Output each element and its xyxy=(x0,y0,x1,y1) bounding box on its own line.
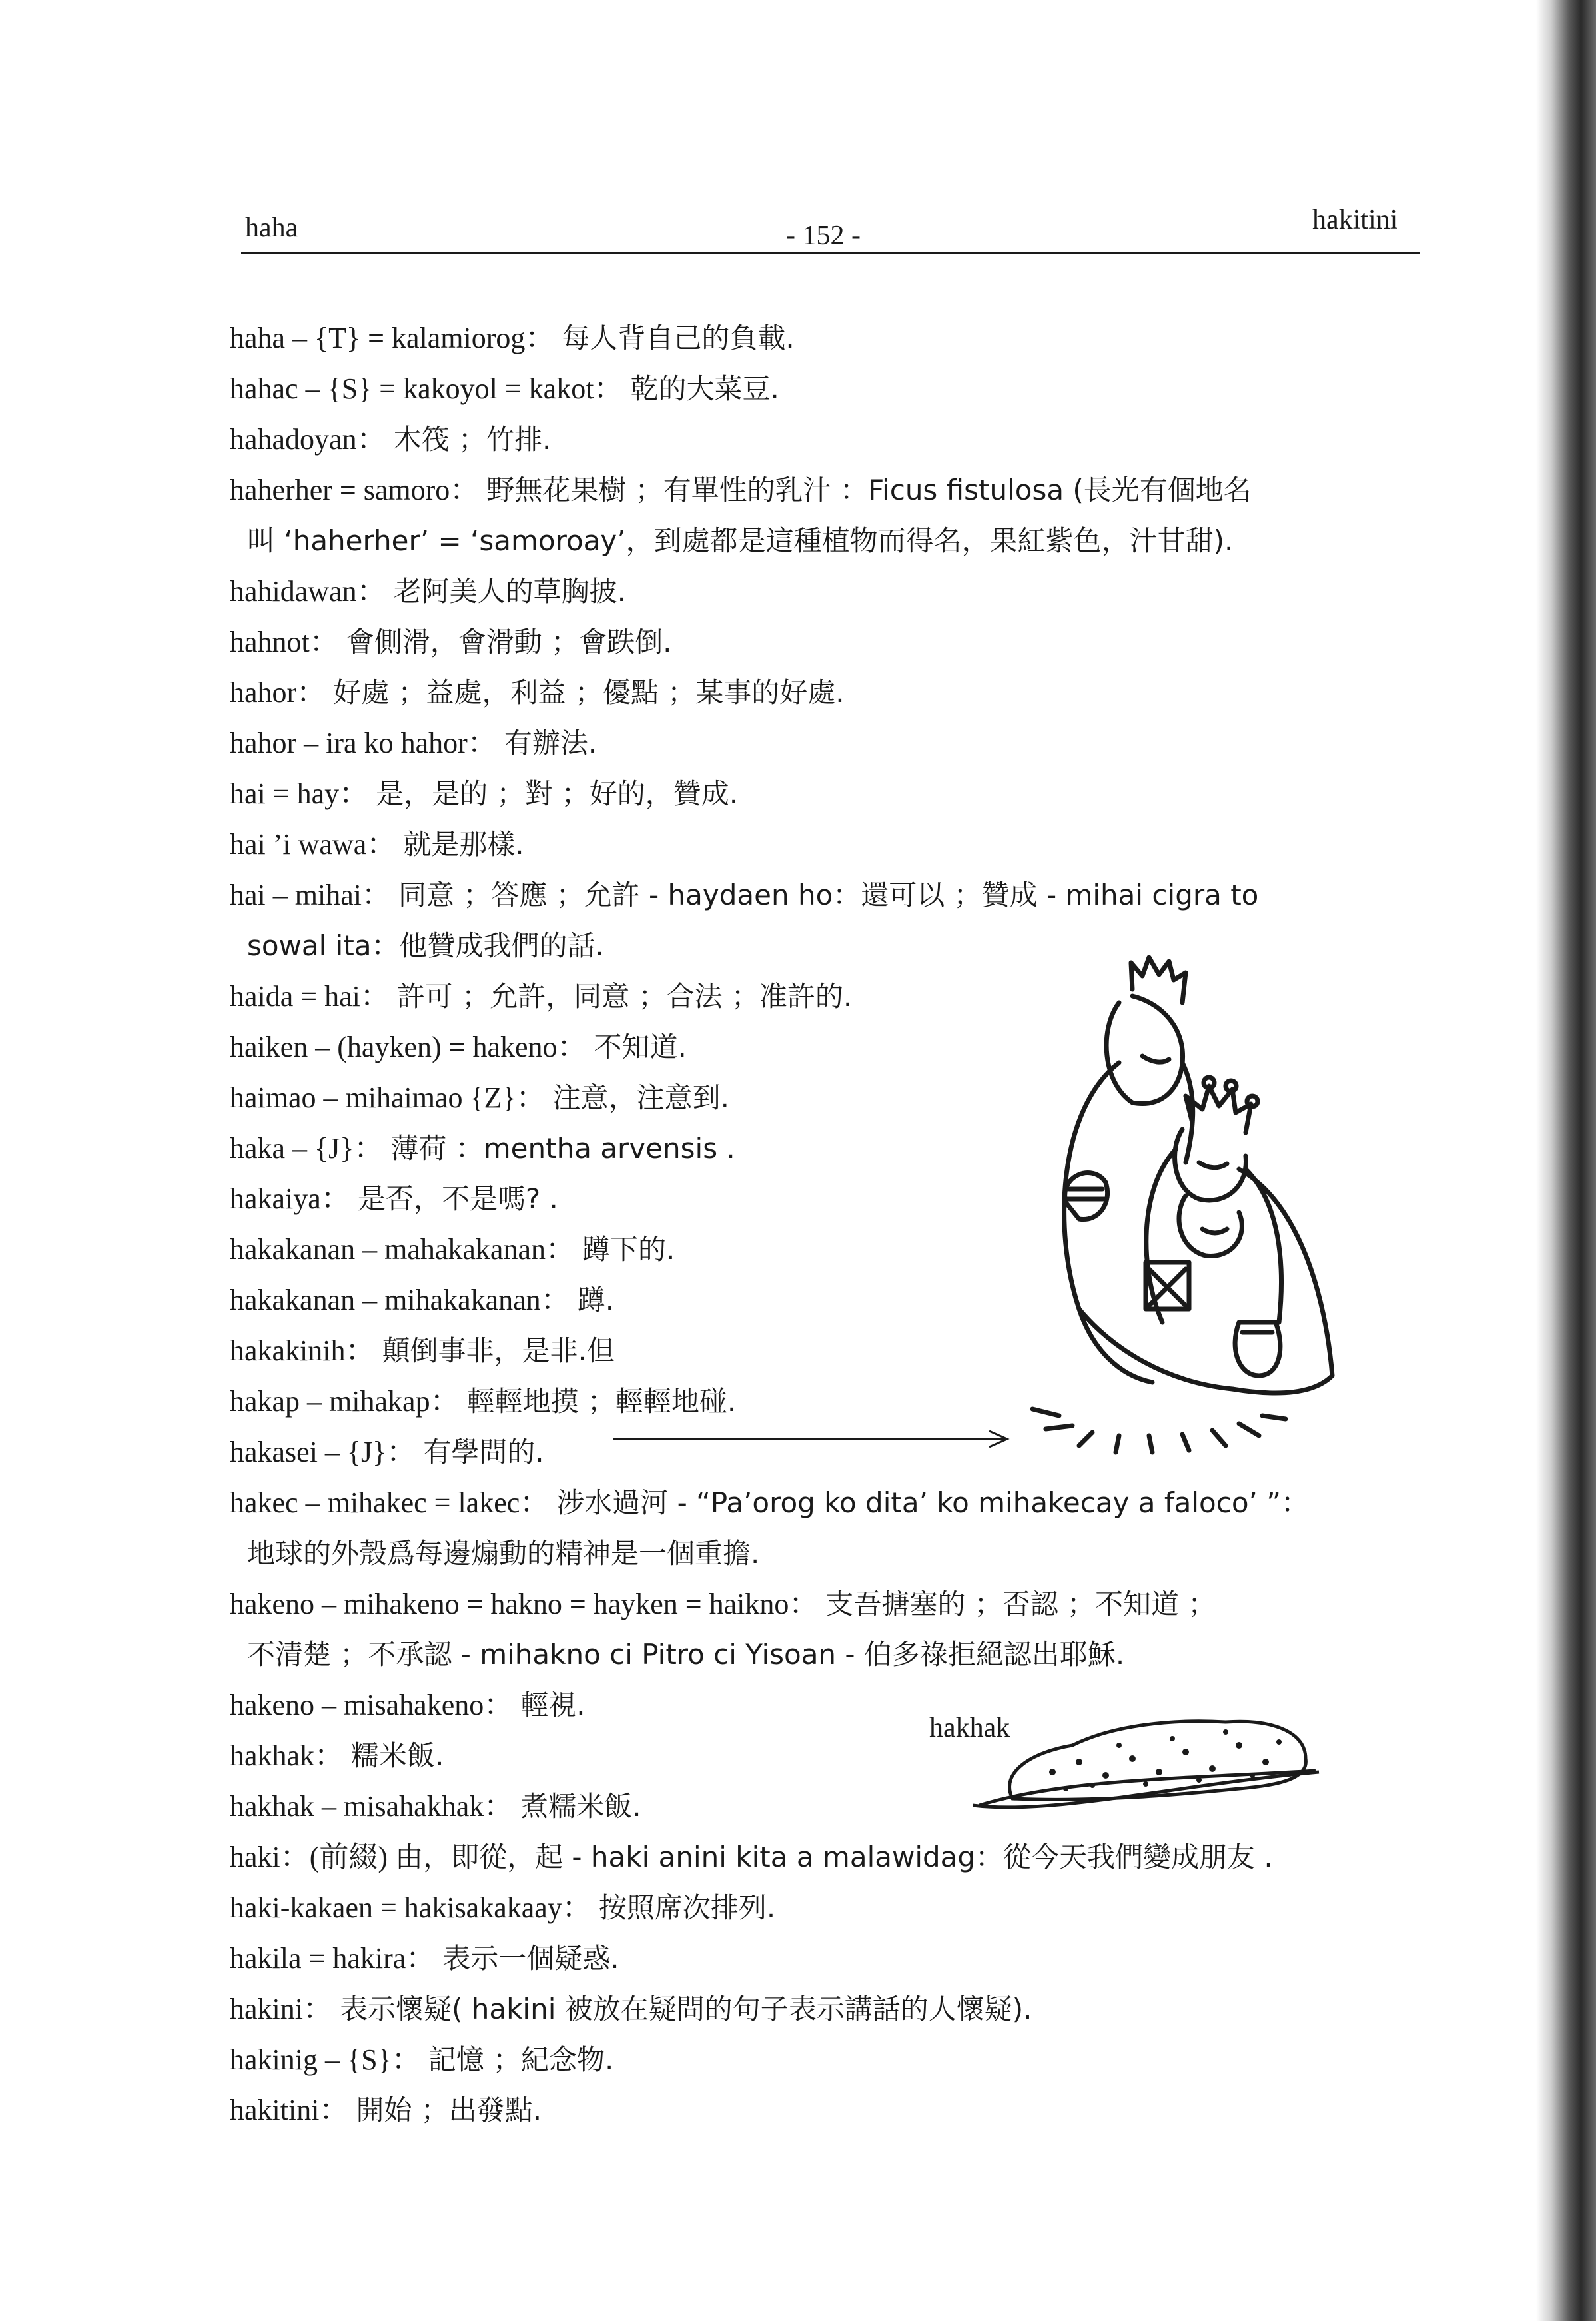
entry-headword: hakap – mihakap： xyxy=(230,1385,460,1418)
entry-definition: 好處 ；益處，利益 ；優點 ；某事的好處. xyxy=(333,676,845,709)
entry-definition: 記憶 ；紀念物. xyxy=(428,2043,614,2076)
entry-headword: hakaiya： xyxy=(230,1182,350,1215)
entry-headword: hahnot： xyxy=(230,626,339,658)
entry-headword: haiken – (hayken) = hakeno： xyxy=(230,1031,587,1063)
scan-edge-shadow xyxy=(1536,0,1596,2321)
entry-definition: 野無花果樹 ；有單性的乳汁 ：Ficus fistulosa (長光有個地名 xyxy=(486,474,1252,506)
dictionary-entry xyxy=(230,819,1429,870)
entry-definition: 老阿美人的草胸披. xyxy=(393,575,626,608)
entry-headword: hakasei – {J}： xyxy=(230,1436,416,1468)
entry-definition: 按照席次排列. xyxy=(598,1891,776,1924)
dictionary-entry xyxy=(230,1579,1429,1680)
entry-definition: 輕輕地摸 ；輕輕地碰. xyxy=(466,1385,737,1418)
entry-headword: hakinig – {S}： xyxy=(230,2043,421,2076)
dictionary-entry xyxy=(230,617,1429,668)
entry-headword: haherher = samoro： xyxy=(230,474,480,506)
entry-definition: 不知道. xyxy=(594,1031,687,1063)
entry-continuation: sowal ita：他贊成我們的話. xyxy=(247,929,604,962)
entry-headword: haida = hai： xyxy=(230,980,390,1013)
entry-definition: 糯米飯. xyxy=(351,1739,444,1772)
page-number: - 152 - xyxy=(786,221,861,251)
entry-headword: hakakanan – mihakakanan： xyxy=(230,1284,570,1316)
entry-headword: hai – mihai： xyxy=(230,879,391,911)
entry-definition: 會側滑，會滑動 ；會跌倒. xyxy=(346,626,672,658)
entry-definition: 蹲. xyxy=(577,1284,615,1316)
dictionary-entry xyxy=(230,1984,1429,2035)
entry-definition: 每人背自己的負載. xyxy=(562,322,795,354)
dictionary-entry xyxy=(230,1883,1429,1933)
entry-headword: hakec – mihakec = lakec： xyxy=(230,1486,550,1519)
entry-headword: haki-kakaen = hakisakakaay： xyxy=(230,1891,592,1924)
entry-headword: hakhak： xyxy=(230,1739,344,1772)
entry-definition: 注意，注意到. xyxy=(552,1081,729,1114)
entry-headword: hahac – {S} = kakoyol = kakot： xyxy=(230,372,623,405)
entry-headword: haimao – mihaimao {Z}： xyxy=(230,1081,546,1114)
entry-headword: hakitini： xyxy=(230,2094,349,2126)
entry-definition: 木筏 ；竹排. xyxy=(393,423,552,456)
dictionary-entry xyxy=(230,313,1429,364)
entry-headword: hakila = hakira： xyxy=(230,1942,436,1975)
entry-continuation: 地球的外殼爲每邊煽動的精神是一個重擔. xyxy=(247,1537,760,1570)
dictionary-entry xyxy=(230,1933,1429,1984)
entry-definition: 蹲下的. xyxy=(582,1233,675,1266)
pointer-arrow xyxy=(613,1426,1012,1452)
header-left-guide-word: haha xyxy=(245,213,298,243)
entry-headword: hakakanan – mahakakanan： xyxy=(230,1233,575,1266)
entry-headword: hakhak – misahakhak： xyxy=(230,1790,514,1823)
entry-headword: hakeno – mihakeno = hakno = hayken = haikno： xyxy=(230,1588,819,1620)
dictionary-entry xyxy=(230,668,1429,718)
entry-definition: 是否，不是嗎? . xyxy=(357,1182,558,1215)
dictionary-entry xyxy=(230,2085,1429,2136)
dictionary-entry xyxy=(230,364,1429,414)
dictionary-entry xyxy=(230,769,1429,819)
entry-headword: hahidawan： xyxy=(230,575,386,608)
entry-headword: hahor – ira ko hahor： xyxy=(230,727,497,759)
entry-headword: hai ’i wawa： xyxy=(230,828,396,861)
entry-definition: 就是那樣. xyxy=(403,828,524,861)
hakhak-illustration-label: hakhak xyxy=(929,1713,1010,1743)
dictionary-entry xyxy=(230,1832,1429,1883)
entry-headword: haha – {T} = kalamiorog： xyxy=(230,322,555,354)
entry-headword: hahadoyan： xyxy=(230,423,386,456)
entry-definition: 表示一個疑惑. xyxy=(442,1942,619,1975)
entry-definition: 涉水過河 - “Pa’orog ko dita’ ko mihakecay a faloco’ ”： xyxy=(556,1486,1310,1519)
entry-headword: haka – {J}： xyxy=(230,1132,384,1164)
header-rule xyxy=(241,252,1420,254)
entry-continuation: 叫 ‘haherher’ = ‘samoroay’，到處都是這種植物而得名，果紅紫色，汁甘甜). xyxy=(247,524,1234,557)
entry-definition: 是，是的 ；對 ；好的，贊成. xyxy=(376,777,739,810)
entry-definition: 顛倒事非，是非.但 xyxy=(382,1334,615,1367)
entry-headword: hai = hay： xyxy=(230,777,369,810)
entry-continuation: 不清楚 ；不承認 - mihakno ci Pitro ci Yisoan - 伯多祿拒絕認出耶穌. xyxy=(247,1638,1125,1671)
entry-definition: 許可 ；允許，同意 ；合法 ；准許的. xyxy=(396,980,853,1013)
entry-headword: haki：(前綴) xyxy=(230,1841,388,1873)
entry-definition: 有辦法. xyxy=(504,727,598,759)
entry-definition: 表示懷疑( hakini 被放在疑問的句子表示講話的人懷疑). xyxy=(339,1993,1032,2025)
entry-definition: 薄荷 ：mentha arvensis . xyxy=(390,1132,735,1164)
dictionary-entry xyxy=(230,566,1429,617)
entry-definition: 煮糯米飯. xyxy=(520,1790,641,1823)
entry-headword: hahor： xyxy=(230,676,326,709)
dictionary-entry xyxy=(230,2035,1429,2085)
entry-definition: 同意 ；答應 ；允許 - haydaen ho：還可以 ；贊成 - mihai cigra to xyxy=(398,879,1259,911)
header-right-guide-word: hakitini xyxy=(1312,205,1398,235)
entry-definition: 支吾搪塞的 ；否認 ；不知道 ； xyxy=(825,1588,1216,1620)
entry-headword: hakini： xyxy=(230,1993,332,2025)
entry-definition: 輕視. xyxy=(520,1689,586,1721)
dictionary-entry xyxy=(230,465,1429,566)
three-kings-drawing xyxy=(1019,949,1392,1456)
entry-definition: 由，即從，起 - haki anini kita a malawidag：從今天我們變成朋友 . xyxy=(395,1841,1273,1873)
entry-definition: 有學問的. xyxy=(423,1436,544,1468)
entry-headword: hakakinih： xyxy=(230,1334,375,1367)
entry-headword: hakeno – misahakeno： xyxy=(230,1689,514,1721)
dictionary-entry xyxy=(230,1478,1429,1579)
entry-definition: 開始 ；出發點. xyxy=(356,2094,542,2126)
entry-definition: 乾的大菜豆. xyxy=(630,372,779,405)
dictionary-entry xyxy=(230,718,1429,769)
rice-on-leaf-drawing xyxy=(973,1705,1332,1819)
dictionary-entry xyxy=(230,414,1429,465)
